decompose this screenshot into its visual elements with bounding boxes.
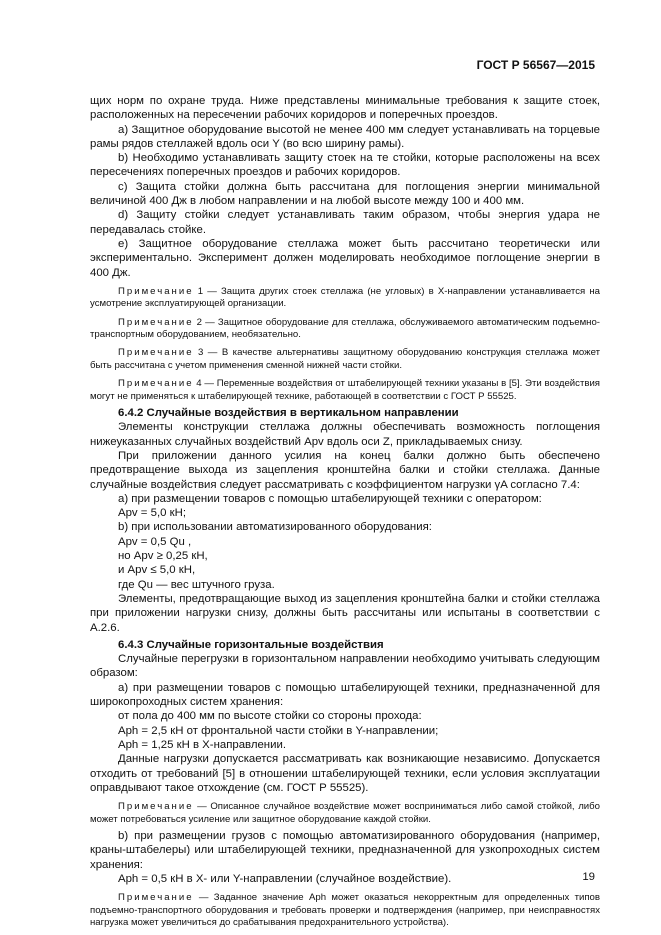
- paragraph: Элементы, предотвращающие выход из зацепления кронштейна балки и стойки стеллажа при приложении нагрузки снизу, должны быть рассчитаны или испытаны в соответствии с А.2.6.: [90, 592, 600, 634]
- note-2: Примечание 2 — Защитное оборудование для стеллажа, обслуживаемого автоматическим подъемно-транспортным оборудованием, необязательно.: [90, 316, 601, 341]
- note-3: Примечание 3 — В качестве альтернативы защитному оборудованию конструкция стеллажа может быть рассчитана с учетом применения сменной нижней части стойки.: [90, 347, 600, 371]
- document-body: [90, 94, 600, 932]
- note-5: Примечание — Описанное случайное воздействие может восприниматься либо самой стойкой, либо может потребоваться усиление или защитное оборудование каждой стойки.: [90, 801, 600, 825]
- paragraph: e) Защитное оборудование стеллажа может быть рассчитано теоретически или экспериментально. Эксперимент должен моделировать необходимое поглощение энергии в 400 Дж.: [90, 237, 600, 279]
- page-number: 19: [582, 871, 595, 883]
- formula-line: Aph = 1,25 кН в X-направлении.: [118, 738, 286, 751]
- formula-line: Aph = 0,5 кН в X- или Y-направлении (случайное воздействие).: [118, 872, 452, 885]
- list-item: a) при размещении товаров с помощью штабелирующей техники, предназначенной для широкопроходных систем хранения:: [90, 681, 600, 709]
- document-header: ГОСТ Р 56567—2015: [476, 58, 595, 72]
- note-6: Примечание — Заданное значение Aph может оказаться некорректным для определенных типов подъемно-транспортного оборудования и требовать проверки и подтверждения (например, при неисправностях нагрузка может увеличиться до срабатывания предохранительного устройства).: [90, 892, 600, 928]
- paragraph: b) Необходимо устанавливать защиту стоек на те стойки, которые расположены на всех пересечениях поперечных проездов и рабочих коридоров.: [90, 152, 600, 179]
- list-item: a) при размещении товаров с помощью штабелирующей техники с оператором:: [118, 492, 542, 505]
- formula-line: и Apv ≤ 5,0 кН,: [118, 564, 196, 577]
- paragraph: Случайные перегрузки в горизонтальном направлении необходимо учитывать следующим образом:: [90, 653, 600, 680]
- paragraph: Элементы конструкции стеллажа должны обеспечивать возможность поглощения нижеуказанных случайных воздействий Apv вдоль оси Z, прикладываемых снизу.: [90, 421, 600, 448]
- paragraph: c) Защита стойки должна быть рассчитана для поглощения энергии минимальной величиной 400 Дж в любом направлении и на любой высоте между 100 и 400 мм.: [90, 180, 600, 208]
- paragraph: При приложении данного усилия на конец балки должно быть обеспечено предотвращение выхода из зацепления кронштейна балки и стойки стеллажа. Данные случайные воздействия следует рассматривать с коэффициентом нагрузки γA согласно 7.4:: [90, 450, 600, 491]
- list-item: b) при размещении грузов с помощью автоматизированного оборудования (например, краны-штабелеры) или штабелирующей техники, предназначенной для узкопроходных систем хранения:: [90, 829, 600, 871]
- section-heading-6-4-2: 6.4.2 Случайные воздействия в вертикальном направлении: [118, 407, 459, 420]
- formula-line: Aph = 2,5 кН от фронтальной части стойки в Y-направлении;: [118, 724, 439, 737]
- formula-line: Apv = 0,5 Qu ,: [118, 535, 192, 548]
- note-4: Примечание 4 — Переменные воздействия от штабелирующей техники указаны в [5]. Эти воздействия могут не применяться к штабелирующей технике, работающей в соответствии с ГОСТ Р 55525.: [90, 378, 601, 402]
- paragraph: a) Защитное оборудование высотой не менее 400 мм следует устанавливать на торцевые рамы рядов стеллажей вдоль оси Y (во всю ширину рамы).: [90, 123, 600, 150]
- formula-line: но Apv ≥ 0,25 кН,: [118, 550, 208, 563]
- section-heading-6-4-3: 6.4.3 Случайные горизонтальные воздействия: [118, 638, 384, 651]
- paragraph: Данные нагрузки допускается рассматривать как возникающие независимо. Допускается отходить от требований [5] в отношении штабелирующей техники, если условия эксплуатации оправдывают такое отхождение (см. ГОСТ Р 55525).: [90, 753, 600, 794]
- paragraph: d) Защиту стойки следует устанавливать таким образом, чтобы энергия удара не передавалась стойке.: [90, 209, 600, 236]
- paragraph: от пола до 400 мм по высоте стойки со стороны прохода:: [118, 710, 422, 723]
- formula-line: где Qu — вес штучного груза.: [118, 578, 275, 591]
- paragraph: щих норм по охране труда. Ниже представлены минимальные требования к защите стоек, расположенных на пересечении рабочих коридоров и поперечных проездов.: [90, 95, 600, 122]
- formula-line: Apv = 5,0 кН;: [118, 507, 186, 520]
- list-item: b) при использовании автоматизированного оборудования:: [118, 521, 432, 534]
- note-1: Примечание 1 — Защита других стоек стеллажа (не угловых) в X-направлении устанавливается на усмотрение эксплуатирующей организации.: [90, 285, 600, 310]
